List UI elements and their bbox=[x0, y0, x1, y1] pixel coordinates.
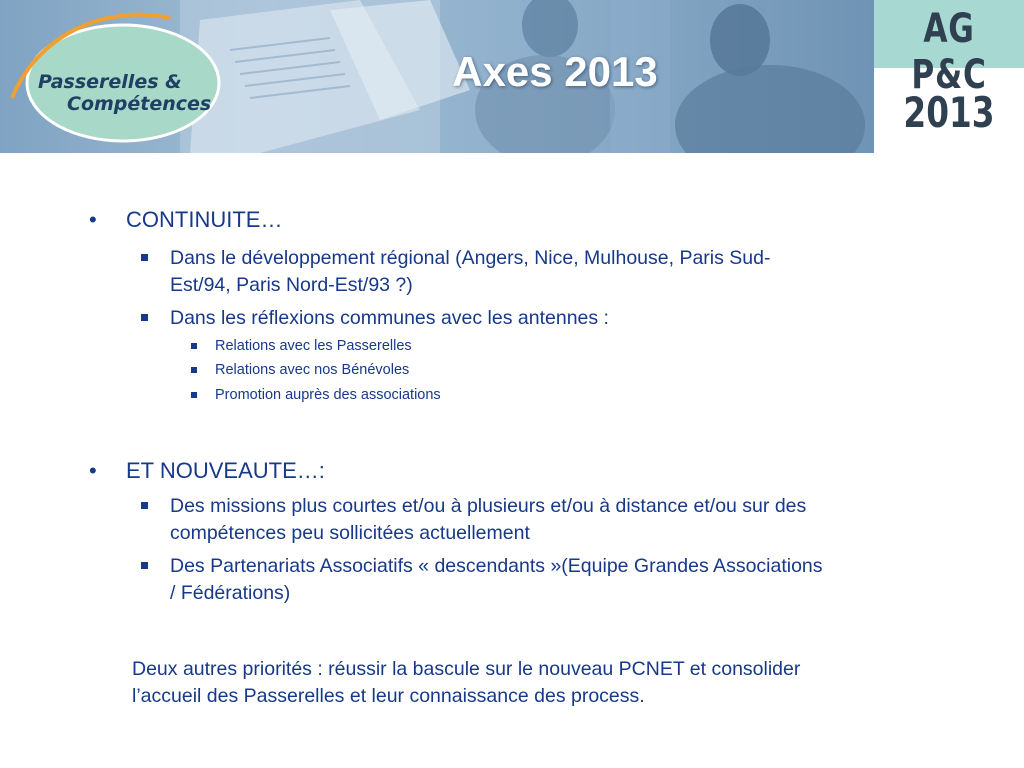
list-item-text-line2: compétences peu sollicitées actuellement bbox=[170, 522, 530, 544]
logo-text-line1: Passerelles & bbox=[38, 71, 182, 93]
slide-title: Axes 2013 bbox=[452, 48, 658, 95]
ag-badge-year: 2013 bbox=[903, 88, 995, 137]
sub-list-item bbox=[215, 387, 441, 403]
square-bullet bbox=[141, 502, 148, 509]
closing-note-line2: l’accueil des Passerelles et leur connaissance des process. bbox=[132, 685, 645, 707]
list-item bbox=[170, 305, 609, 332]
sub-list-item-text: Promotion auprès des associations bbox=[215, 387, 441, 403]
list-item-text-line1: Des missions plus courtes et/ou à plusieurs et/ou à distance et/ou sur des bbox=[170, 495, 807, 517]
list-item bbox=[170, 245, 910, 299]
section-heading-text: CONTINUITE… bbox=[126, 207, 283, 232]
square-bullet bbox=[191, 343, 197, 349]
sub-list-item bbox=[215, 362, 409, 378]
square-bullet bbox=[141, 562, 148, 569]
section-heading-nouveaute bbox=[89, 458, 325, 484]
sub-list-item bbox=[215, 338, 412, 354]
closing-note-line1: Deux autres priorités : réussir la bascule sur le nouveau PCNET et consolider bbox=[132, 658, 801, 680]
section-heading-continuite bbox=[89, 207, 283, 233]
square-bullet bbox=[191, 367, 197, 373]
list-item bbox=[170, 553, 960, 607]
list-item bbox=[170, 493, 930, 547]
square-bullet bbox=[141, 314, 148, 321]
list-item-text-line2: Est/94, Paris Nord-Est/93 ?) bbox=[170, 274, 413, 296]
list-item-text-line2: / Fédérations) bbox=[170, 582, 291, 604]
square-bullet bbox=[141, 254, 148, 261]
sub-list-item-text: Relations avec nos Bénévoles bbox=[215, 362, 410, 378]
list-item-text-line1: Dans le développement régional (Angers, Nice, Mulhouse, Paris Sud- bbox=[170, 247, 771, 269]
ag-badge-label: AG P&C bbox=[911, 6, 987, 98]
square-bullet bbox=[191, 392, 197, 398]
bullet-dot: • bbox=[89, 458, 97, 483]
sub-list-item-text: Relations avec les Passerelles bbox=[215, 338, 412, 354]
section-heading-text: ET NOUVEAUTE…: bbox=[126, 458, 325, 483]
list-item-text: Dans les réflexions communes avec les antennes : bbox=[170, 307, 609, 329]
bullet-dot: • bbox=[89, 207, 97, 232]
list-item-text-line1: Des Partenariats Associatifs « descendants »(Equipe Grandes Associations bbox=[170, 555, 823, 577]
logo-text-line2: Compétences bbox=[67, 93, 212, 115]
closing-note bbox=[132, 656, 932, 710]
